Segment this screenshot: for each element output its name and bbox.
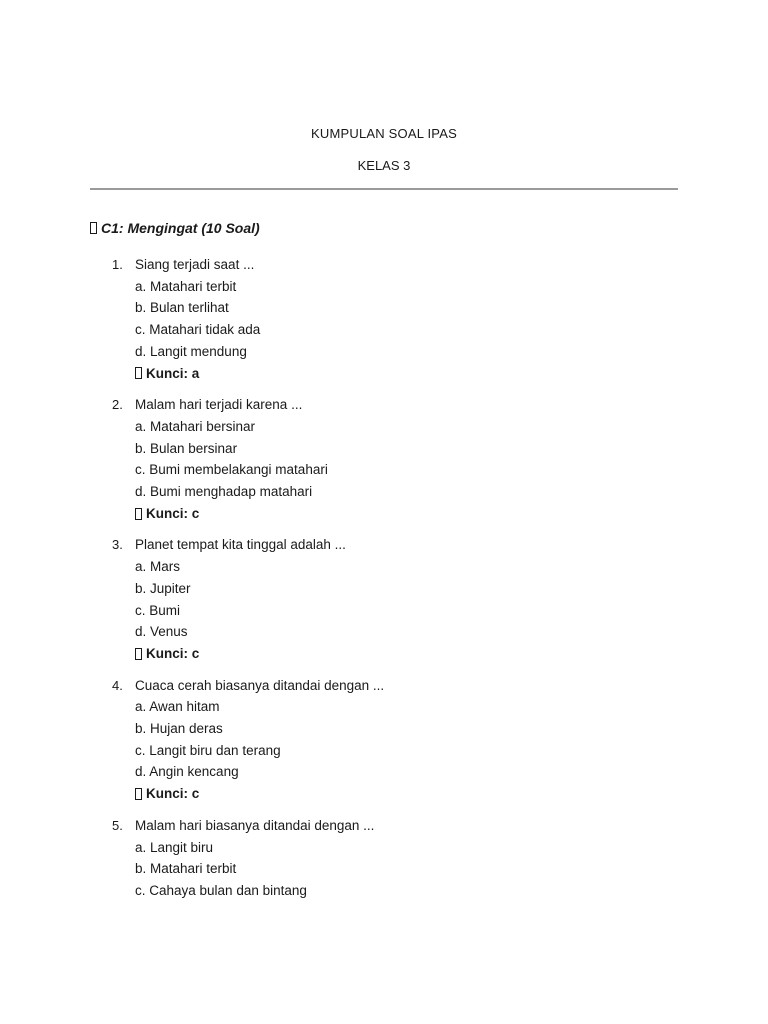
answer-option: a. Awan hitam — [135, 699, 220, 715]
answer-option: b. Hujan deras — [135, 721, 223, 737]
question-number: 3. — [112, 537, 123, 553]
answer-option: b. Matahari terbit — [135, 861, 237, 877]
answer-key-text: Kunci: c — [146, 645, 200, 661]
missing-glyph-icon — [135, 788, 142, 800]
question-number: 5. — [112, 817, 123, 833]
answer-option: a. Mars — [135, 559, 181, 575]
answer-option: c. Langit biru dan terang — [135, 742, 281, 758]
answer-option: c. Cahaya bulan dan bintang — [135, 882, 307, 898]
answer-key — [135, 363, 768, 385]
question-item — [0, 675, 768, 805]
answer-key — [135, 503, 768, 525]
answer-option: d. Bumi menghadap matahari — [135, 484, 313, 500]
question-number: 1. — [112, 257, 123, 272]
question-list — [0, 254, 768, 912]
answer-option: d. Angin kencang — [135, 764, 239, 780]
answer-option: a. Langit biru — [135, 839, 214, 855]
answer-option: b. Bulan bersinar — [135, 440, 238, 456]
question-text: Malam hari terjadi karena ... — [135, 397, 303, 413]
answer-option: a. Matahari bersinar — [135, 418, 256, 434]
question-item — [0, 394, 768, 524]
question-number: 2. — [112, 397, 123, 413]
horizontal-divider — [90, 188, 678, 190]
question-item — [0, 254, 768, 384]
question-item — [0, 534, 768, 664]
document-title: KUMPULAN SOAL IPAS — [311, 126, 457, 141]
question-text: Siang terjadi saat ... — [135, 257, 255, 272]
missing-glyph-icon — [90, 222, 97, 234]
question-item — [0, 815, 768, 902]
document-subtitle: KELAS 3 — [357, 158, 411, 173]
question-body — [135, 254, 768, 384]
question-text: Planet tempat kita tinggal adalah ... — [135, 537, 346, 553]
question-number: 4. — [112, 677, 123, 693]
missing-glyph-icon — [135, 648, 142, 660]
section-title: C1: Mengingat (10 Soal) — [101, 220, 260, 236]
answer-key-text: Kunci: c — [146, 786, 200, 802]
missing-glyph-icon — [135, 508, 142, 520]
answer-key — [135, 643, 768, 665]
answer-key-text: Kunci: c — [146, 505, 200, 521]
question-body — [135, 534, 768, 664]
question-body — [135, 675, 768, 805]
answer-option: d. Langit mendung — [135, 343, 247, 359]
answer-key — [135, 783, 768, 805]
answer-option: d. Venus — [135, 624, 188, 640]
answer-option: c. Matahari tidak ada — [135, 322, 261, 338]
question-text: Cuaca cerah biasanya ditandai dengan ... — [135, 677, 385, 693]
answer-key-text: Kunci: a — [146, 365, 200, 381]
answer-option: b. Jupiter — [135, 580, 191, 596]
missing-glyph-icon — [135, 367, 142, 379]
answer-option: b. Bulan terlihat — [135, 300, 229, 316]
answer-option: c. Bumi membelakangi matahari — [135, 462, 328, 478]
answer-option: c. Bumi — [135, 602, 181, 618]
answer-option: a. Matahari terbit — [135, 278, 237, 294]
question-body — [135, 815, 768, 902]
question-text: Malam hari biasanya ditandai dengan ... — [135, 817, 375, 833]
section-heading — [90, 220, 260, 236]
question-body — [135, 394, 768, 524]
